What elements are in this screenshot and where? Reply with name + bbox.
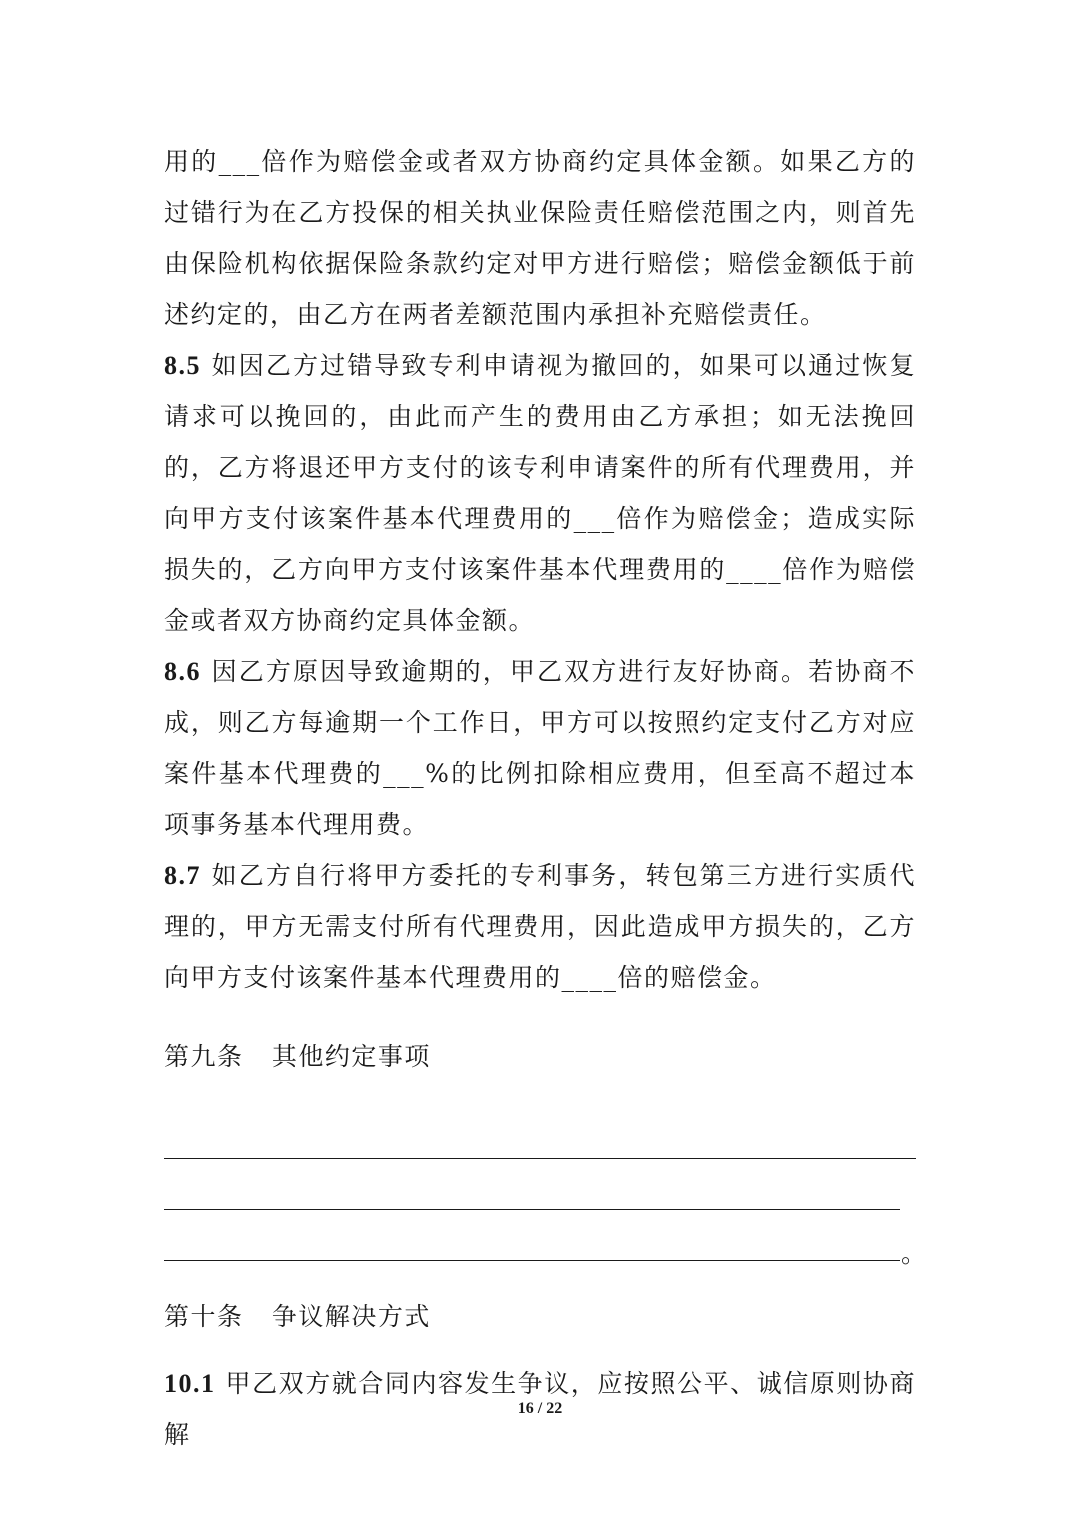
document-page — [164, 136, 926, 1460]
article-9-heading: 第九条 其他约定事项 — [164, 1042, 431, 1071]
blank-line — [164, 1159, 900, 1210]
clause-number: 10.1 — [164, 1369, 216, 1398]
clause-8-6 — [164, 646, 916, 850]
clause-number: 8.6 — [164, 657, 201, 686]
other-terms-blank-lines — [164, 1108, 926, 1268]
clause-number: 8.5 — [164, 351, 201, 380]
clause-number: 8.7 — [164, 861, 201, 890]
continuation-paragraph: 用的___倍作为赔偿金或者双方协商约定具体金额。如果乙方的过错行为在乙方投保的相关执业保险责任赔偿范围之内，则首先由保险机构依据保险条款约定对甲方进行赔偿；赔偿金额低于前述约定的，由乙方在两者差额范围内承担补充赔偿责任。 — [164, 147, 916, 329]
page-number: 16 / 22 — [517, 1400, 563, 1417]
article-10-heading: 第十条 争议解决方式 — [164, 1302, 431, 1331]
blank-line — [164, 1108, 916, 1159]
clause-text: 甲乙双方就合同内容发生争议，应按照公平、诚信原则协商解 — [164, 1369, 916, 1449]
clause-8-5 — [164, 340, 916, 646]
clause-text: 因乙方原因导致逾期的，甲乙双方进行友好协商。若协商不成，则乙方每逾期一个工作日，甲方可以按照约定支付乙方对应案件基本代理费的___%的比例扣除相应费用，但至高不超过本项事务基本代理用费。 — [164, 657, 916, 839]
clause-8-7 — [164, 850, 916, 1003]
clause-text: 如因乙方过错导致专利申请视为撤回的，如果可以通过恢复请求可以挽回的，由此而产生的费用由乙方承担；如无法挽回的，乙方将退还甲方支付的该专利申请案件的所有代理费用，并向甲方支付该案件基本代理费用的___倍作为赔偿金；造成实际损失的，乙方向甲方支付该案件基本代理费用的____倍作为赔偿金或者双方协商约定具体金额。 — [164, 351, 916, 635]
blank-line — [164, 1210, 926, 1268]
end-mark: 。 — [900, 1239, 926, 1268]
clause-text: 如乙方自行将甲方委托的专利事务，转包第三方进行实质代理的，甲方无需支付所有代理费用，因此造成甲方损失的，乙方向甲方支付该案件基本代理费用的____倍的赔偿金。 — [164, 861, 916, 992]
